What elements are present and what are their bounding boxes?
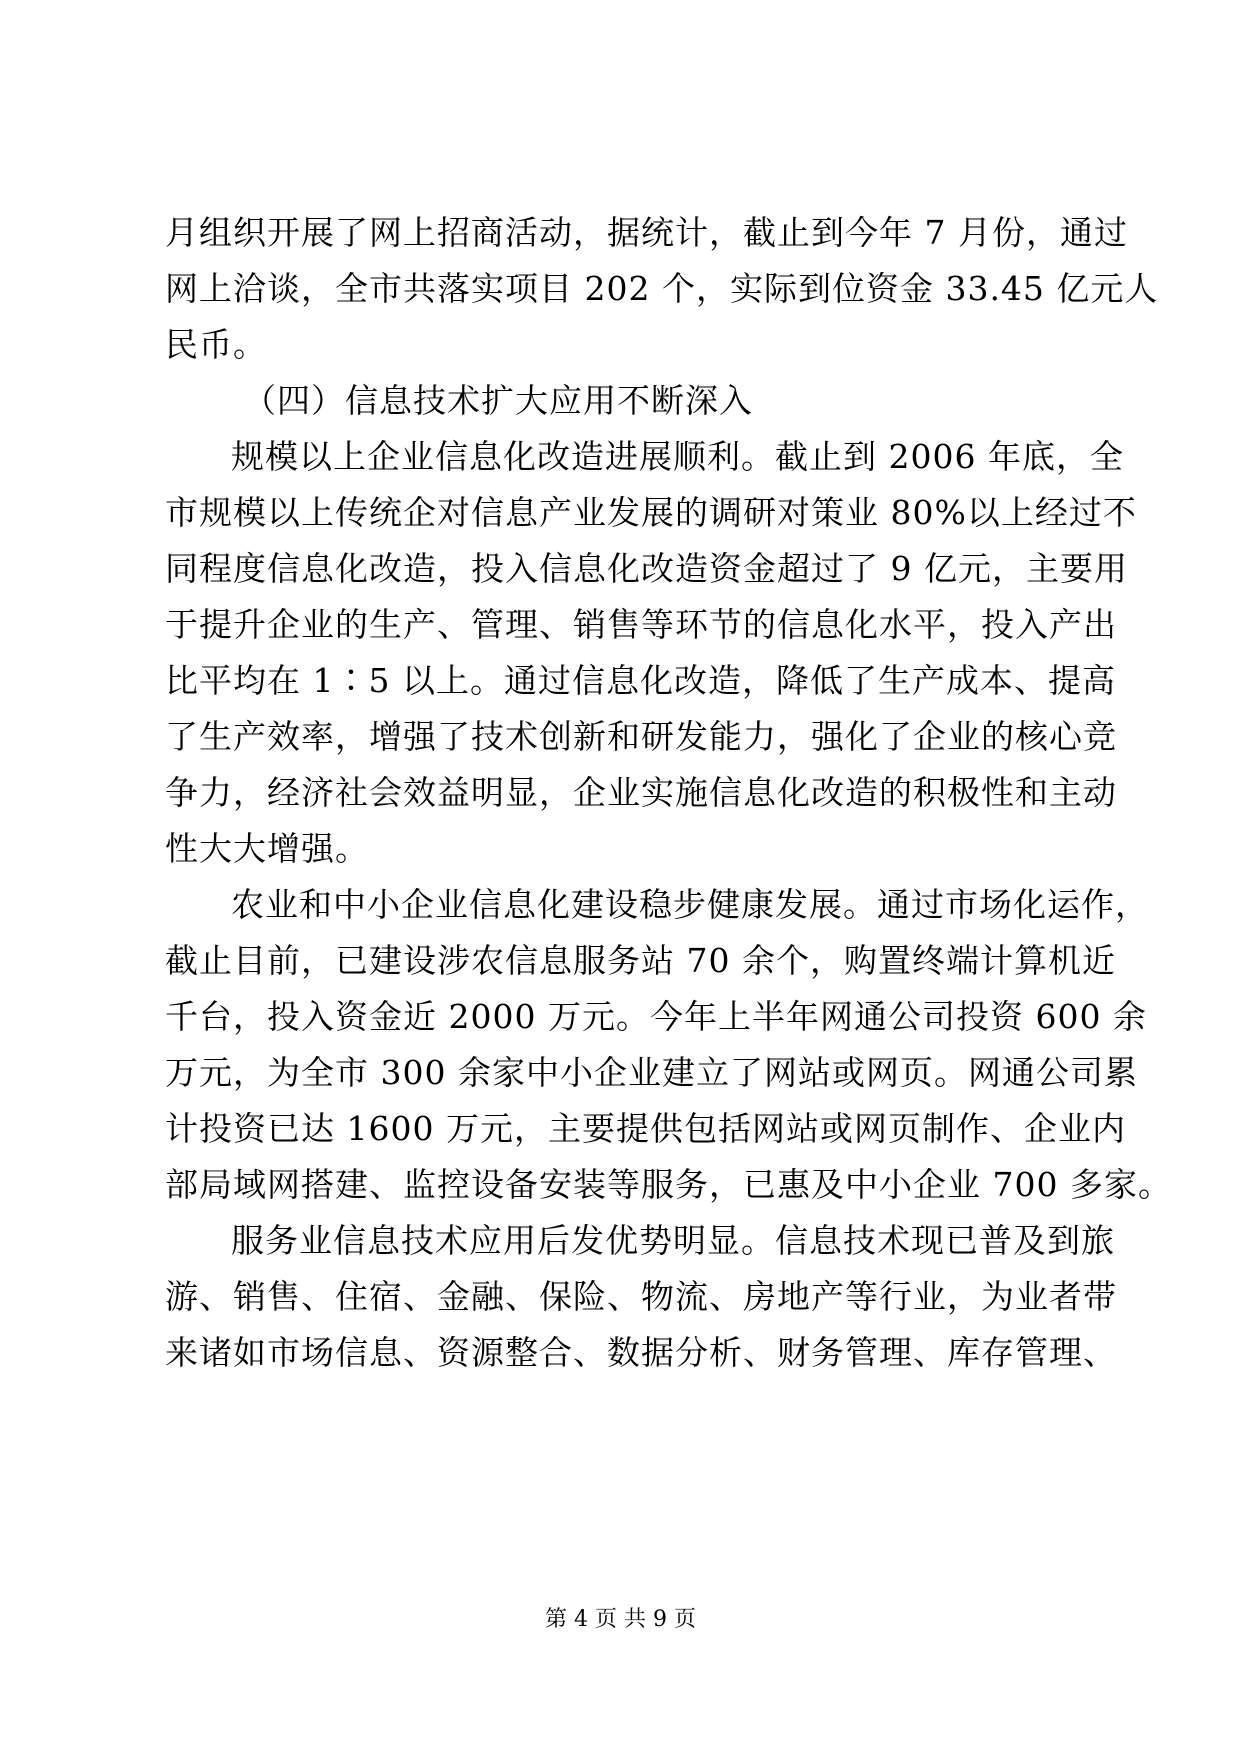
text-line: 农业和中小企业信息化建设稳步健康发展。通过市场化运作， xyxy=(231,885,1149,924)
text-line: 来诸如市场信息、资源整合、数据分析、财务管理、库存管理、 xyxy=(165,1333,1117,1372)
text-line: 月组织开展了网上招商活动，据统计，截止到今年 7 月份，通过 xyxy=(165,213,1128,252)
text-line: 网上洽谈，全市共落实项目 202 个，实际到位资金 33.45 亿元人 xyxy=(165,269,1159,308)
text-line: 规模以上企业信息化改造进展顺利。截止到 2006 年底，全 xyxy=(231,437,1124,476)
text-line: 计投资已达 1600 万元，主要提供包括网站或网页制作、企业内 xyxy=(165,1109,1126,1148)
text-line: 服务业信息技术应用后发优势明显。信息技术现已普及到旅 xyxy=(231,1221,1115,1260)
text-line: 游、销售、住宿、金融、保险、物流、房地产等行业，为业者带 xyxy=(165,1277,1117,1316)
text-line: 性大大增强。 xyxy=(165,829,369,868)
text-line: 同程度信息化改造，投入信息化改造资金超过了 9 亿元，主要用 xyxy=(165,549,1128,588)
text-line: 民币。 xyxy=(165,325,267,364)
text-line: 于提升企业的生产、管理、销售等环节的信息化水平，投入产出 xyxy=(165,605,1117,644)
text-line: 比平均在 1∶5 以上。通过信息化改造，降低了生产成本、提高 xyxy=(165,661,1116,700)
text-line: 部局域网搭建、监控设备安装等服务，已惠及中小企业 700 多家。 xyxy=(165,1165,1172,1204)
text-line: 了生产效率，增强了技术创新和研发能力，强化了企业的核心竞 xyxy=(165,717,1117,756)
text-line: 万元，为全市 300 余家中小企业建立了网站或网页。网通公司累 xyxy=(165,1053,1138,1092)
text-line: 截止目前，已建设涉农信息服务站 70 余个，购置终端计算机近 xyxy=(165,941,1116,980)
section-heading: （四）信息技术扩大应用不断深入 xyxy=(243,381,753,420)
text-line: 争力，经济社会效益明显，企业实施信息化改造的积极性和主动 xyxy=(165,773,1117,812)
text-line: 千台，投入资金近 2000 万元。今年上半年网通公司投资 600 余 xyxy=(165,997,1147,1036)
page-footer: 第 4 页 共 9 页 xyxy=(545,1607,696,1632)
text-line: 市规模以上传统企对信息产业发展的调研对策业 80%以上经过不 xyxy=(165,493,1137,532)
